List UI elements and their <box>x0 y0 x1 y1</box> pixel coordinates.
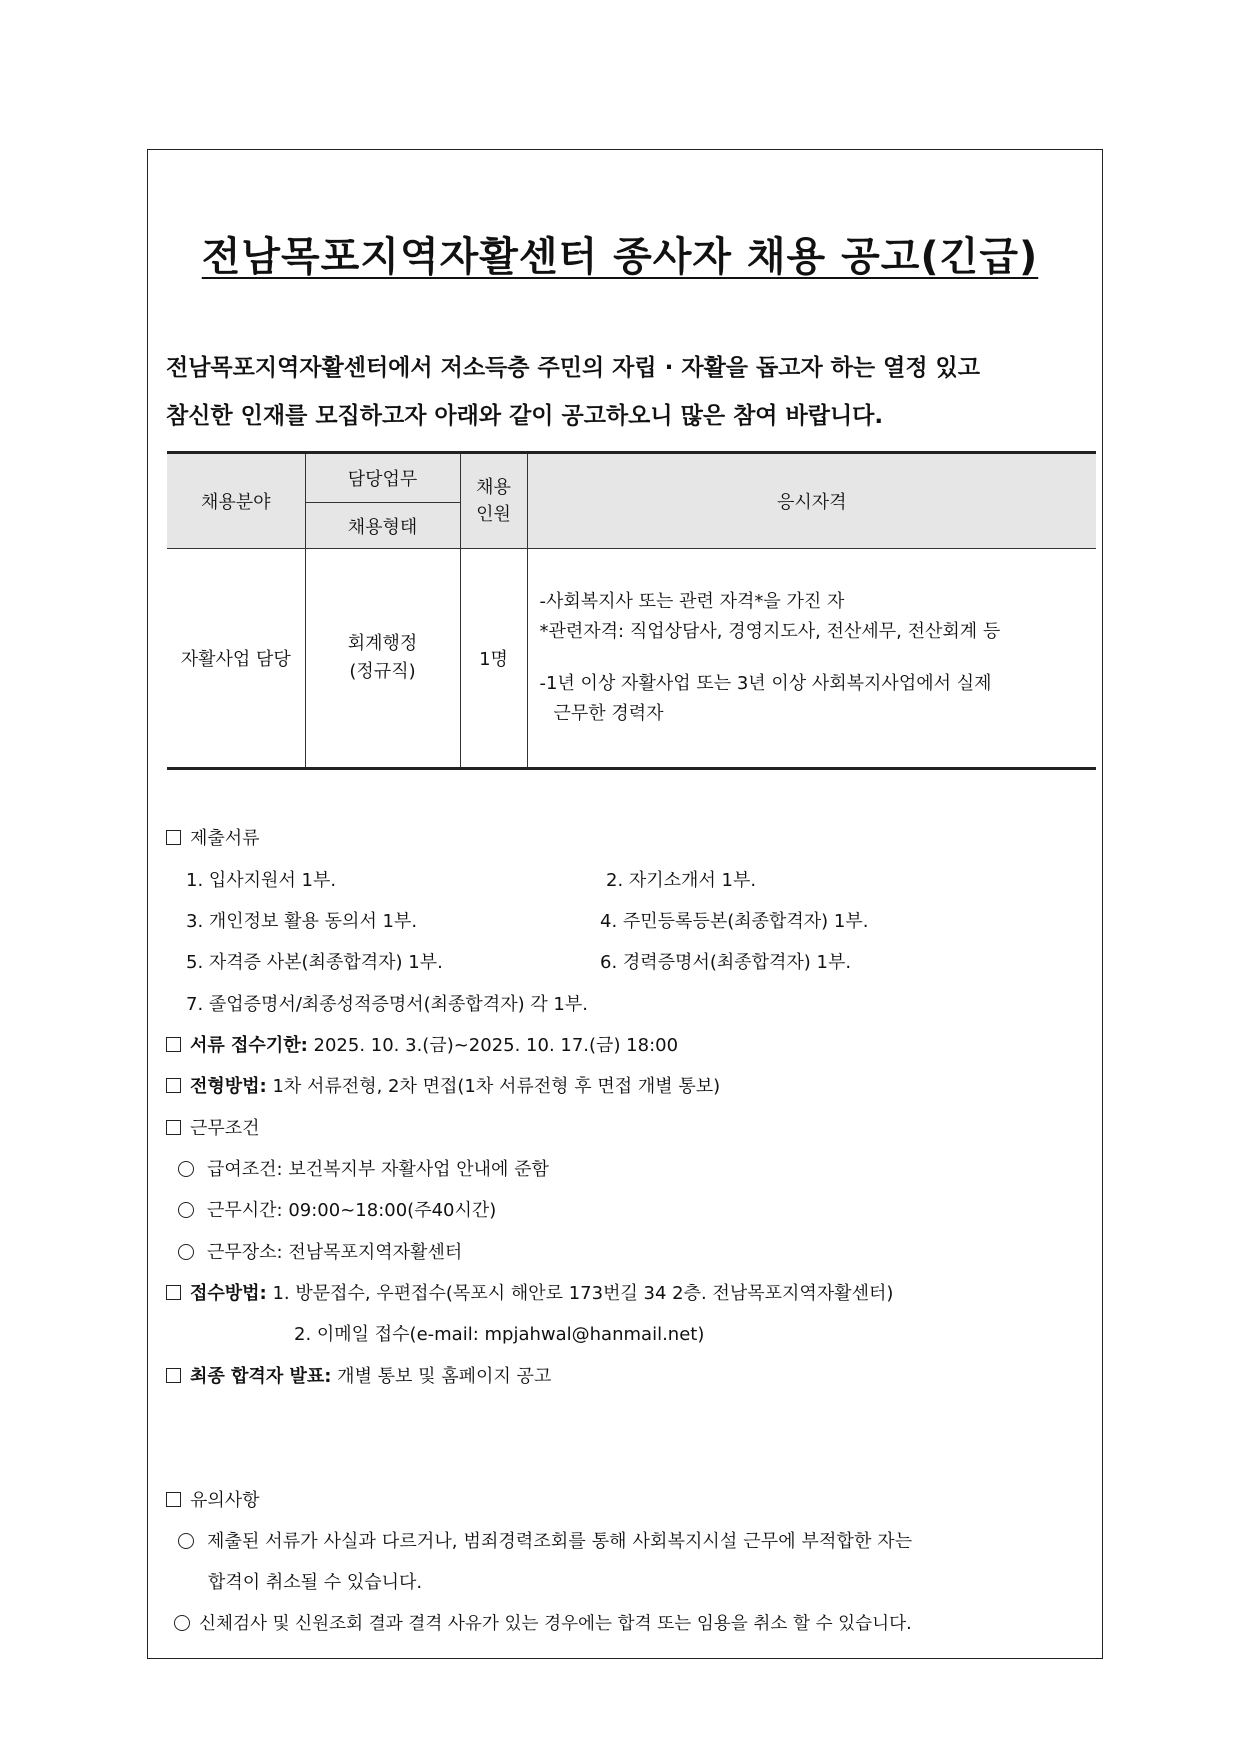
note-item-2: 신체검사 및 신원조회 결과 결격 사유가 있는 경우에는 합격 또는 임용을 취소 할 수 있습니다. <box>174 1610 912 1635</box>
document-item-6: 6. 경력증명서(최종합격자) 1부. <box>600 952 852 973</box>
note-item-1: 제출된 서류가 사실과 다르거나, 범죄경력조회를 통해 사회복지시설 근무에 부적합한 자는 <box>178 1527 912 1553</box>
cell-type: (정규직) <box>349 661 416 682</box>
document-item-4: 4. 주민등록등본(최종합격자) 1부. <box>600 911 869 932</box>
header-type: 채용형태 <box>305 503 460 549</box>
application-line-1 <box>166 1279 893 1305</box>
recruitment-table <box>167 451 1096 770</box>
documents-heading: 제출서류 <box>166 824 260 850</box>
announcement-value: 개별 통보 및 홈페이지 공고 <box>331 1366 552 1387</box>
announcement-line <box>166 1362 551 1388</box>
document-item-2: 2. 자기소개서 1부. <box>606 870 757 891</box>
announcement-label: 최종 합격자 발표: <box>190 1366 332 1387</box>
circle-bullet-icon <box>178 1533 194 1549</box>
cell-duty: 회계행정 <box>347 633 418 654</box>
condition-item-3: 근무장소: 전남목포지역자활센터 <box>178 1238 462 1264</box>
table-row <box>167 549 1096 769</box>
notes-heading: 유의사항 <box>166 1486 260 1512</box>
cell-duty-type <box>305 549 460 769</box>
cell-headcount: 1명 <box>460 549 527 769</box>
selection-value: 1차 서류전형, 2차 면접(1차 서류전형 후 면접 개별 통보) <box>266 1076 721 1097</box>
circle-bullet-icon <box>178 1161 194 1177</box>
note-item-1-cont: 합격이 취소될 수 있습니다. <box>208 1572 423 1593</box>
deadline-label: 서류 접수기한: <box>190 1035 308 1056</box>
page-title: 전남목포지역자활센터 종사자 채용 공고(긴급) <box>201 234 1039 280</box>
document-item-7: 7. 졸업증명서/최종성적증명서(최종합격자) 각 1부. <box>186 994 588 1015</box>
application-label: 접수방법: <box>190 1283 267 1304</box>
checkbox-square-icon <box>166 1037 181 1052</box>
document-item-5: 5. 자격증 사본(최종합격자) 1부. <box>186 952 443 973</box>
intro-line-2: 참신한 인재를 모집하고자 아래와 같이 공고하오니 많은 참여 바랍니다. <box>166 403 884 429</box>
qualification-2: -1년 이상 자활사업 또는 3년 이상 사회복지사업에서 실제 <box>539 673 992 694</box>
document-item-3: 3. 개인정보 활용 동의서 1부. <box>186 911 418 932</box>
header-qualification: 응시자격 <box>527 453 1096 549</box>
header-headcount: 채용 인원 <box>460 453 527 549</box>
cell-qualification <box>527 549 1096 769</box>
checkbox-square-icon <box>166 830 181 845</box>
qualification-2-cont: 근무한 경력자 <box>553 703 664 724</box>
header-duty: 담당업무 <box>305 453 460 503</box>
intro-line-1: 전남목포지역자활센터에서 저소득층 주민의 자립 · 자활을 돕고자 하는 열정 있고 <box>166 355 980 381</box>
application-method-1: 1. 방문접수, 우편접수(목포시 해안로 173번길 34 2층. 전남목포지역자활센터) <box>266 1283 894 1304</box>
qualification-1: -사회복지사 또는 관련 자격*을 가진 자 <box>539 591 845 612</box>
checkbox-square-icon <box>166 1120 181 1135</box>
checkbox-square-icon <box>166 1285 181 1300</box>
deadline-value: 2025. 10. 3.(금)~2025. 10. 17.(금) 18:00 <box>307 1035 679 1056</box>
checkbox-square-icon <box>166 1492 181 1507</box>
circle-bullet-icon <box>178 1244 194 1260</box>
checkbox-square-icon <box>166 1368 181 1383</box>
condition-item-1: 급여조건: 보건복지부 자활사업 안내에 준함 <box>178 1155 549 1181</box>
condition-item-2: 근무시간: 09:00~18:00(주40시간) <box>178 1196 496 1222</box>
selection-label: 전형방법: <box>190 1076 267 1097</box>
circle-bullet-icon <box>174 1615 190 1631</box>
deadline-line <box>166 1031 678 1057</box>
cell-field: 자활사업 담당 <box>167 549 305 769</box>
application-method-2: 2. 이메일 접수(e-mail: mpjahwal@hanmail.net) <box>294 1324 705 1345</box>
circle-bullet-icon <box>178 1202 194 1218</box>
checkbox-square-icon <box>166 1078 181 1093</box>
document-item-1: 1. 입사지원서 1부. <box>186 870 337 891</box>
header-field: 채용분야 <box>167 453 305 549</box>
conditions-heading: 근무조건 <box>166 1114 260 1140</box>
selection-line <box>166 1072 720 1098</box>
qualification-1-note: *관련자격: 직업상담사, 경영지도사, 전산세무, 전산회계 등 <box>539 621 1001 642</box>
